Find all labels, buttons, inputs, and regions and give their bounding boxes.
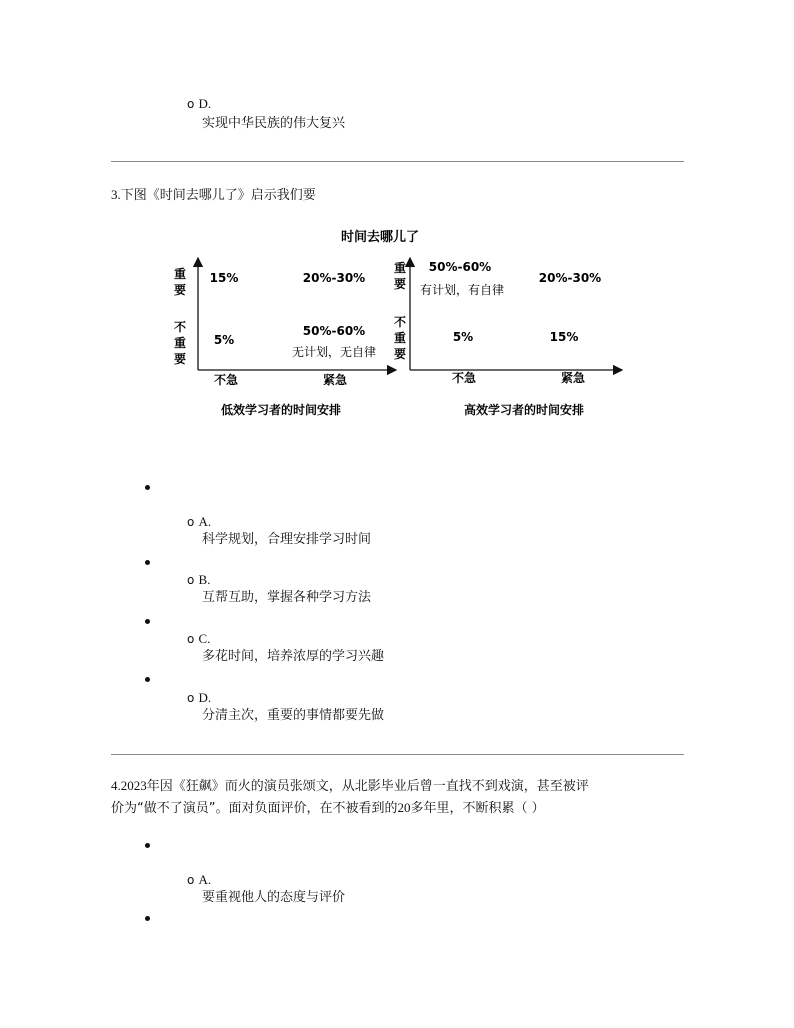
q3-option-c[interactable] <box>187 630 210 649</box>
q2-option-d[interactable] <box>187 95 211 114</box>
list-bullet <box>145 619 150 624</box>
right-y-bottom-label <box>394 314 406 361</box>
q3-option-a-text: 科学规划，合理安排学习时间 <box>202 532 372 547</box>
divider <box>111 161 684 162</box>
list-bullet <box>145 677 150 682</box>
option-marker: o <box>187 632 195 646</box>
left-x-right-label: 紧急 <box>322 373 348 387</box>
right-y-top-label <box>394 260 406 291</box>
left-x-left-label: 不急 <box>213 373 239 387</box>
svg-text:不重要: 不重要 <box>173 320 187 366</box>
option-letter: D. <box>198 96 212 111</box>
divider <box>111 754 684 755</box>
option-marker: o <box>187 873 195 887</box>
left-cell-unimportant-urgent: 50%-60% <box>302 324 366 338</box>
q3-option-a[interactable] <box>187 513 211 532</box>
q4-option-a[interactable] <box>187 871 211 890</box>
list-bullet <box>145 916 150 921</box>
right-cell-important-not-urgent: 50%-60% <box>428 260 492 274</box>
question-number: 3. <box>111 187 121 202</box>
question-4 <box>111 777 589 796</box>
right-cell-unimportant-urgent: 15% <box>549 330 579 344</box>
svg-text:重要: 重要 <box>173 267 187 297</box>
right-cell-important-urgent: 20%-30% <box>538 271 602 285</box>
list-bullet <box>145 485 150 490</box>
q4-option-a-text: 要重视他人的态度与评价 <box>202 890 346 905</box>
left-cell-important-urgent: 20%-30% <box>302 271 366 285</box>
left-cell-unimportant-urgent-note: 无计划，无自律 <box>291 345 377 359</box>
left-y-bottom-label <box>174 319 186 366</box>
left-cell-important-not-urgent: 15% <box>209 271 239 285</box>
list-bullet <box>145 560 150 565</box>
question-number-20: 20 <box>397 800 411 815</box>
right-caption: 高效学习者的时间安排 <box>463 403 585 417</box>
right-x-right-label: 紧急 <box>560 371 586 385</box>
list-bullet <box>145 843 150 848</box>
q3-option-b-text: 互帮互助，掌握各种学习方法 <box>202 590 372 605</box>
left-caption: 低效学习者的时间安排 <box>220 403 342 417</box>
question-text-line-1: 年因《狂飙》而火的演员张颂文，从北影毕业后曾一直找不到戏演，甚至被评 <box>146 779 589 794</box>
q2-option-d-text: 实现中华民族的伟大复兴 <box>202 116 346 131</box>
option-marker: o <box>187 97 195 111</box>
right-x-left-label: 不急 <box>451 371 477 385</box>
q3-option-d[interactable] <box>187 689 211 708</box>
option-letter: D. <box>198 690 212 705</box>
figure-title: 时间去哪儿了 <box>340 230 420 245</box>
option-marker: o <box>187 691 195 705</box>
option-letter: A. <box>198 872 212 887</box>
q3-option-d-text: 分清主次，重要的事情都要先做 <box>202 708 385 723</box>
svg-text:不重要: 不重要 <box>393 315 407 361</box>
left-y-top-label <box>174 266 186 297</box>
question-4-line-2 <box>111 799 545 818</box>
question-text-line-2b: 多年里，不断积累（ ） <box>410 801 545 816</box>
right-cell-important-not-urgent-note: 有计划，有自律 <box>419 283 505 297</box>
q3-option-c-text: 多花时间，培养浓厚的学习兴趣 <box>202 649 385 664</box>
option-marker: o <box>187 573 195 587</box>
option-marker: o <box>187 515 195 529</box>
svg-text:重要: 重要 <box>393 261 407 291</box>
option-letter: A. <box>198 514 212 529</box>
time-allocation-figure <box>160 222 640 427</box>
question-year: 2023 <box>120 778 147 793</box>
question-number: 4. <box>111 778 121 793</box>
question-text-line-2a: 价为“做不了演员”。面对负面评价，在不被看到的 <box>111 801 398 816</box>
right-cell-unimportant-not-urgent: 5% <box>452 330 474 344</box>
left-cell-unimportant-not-urgent: 5% <box>213 333 235 347</box>
question-text: 下图《时间去哪儿了》启示我们要 <box>120 188 316 203</box>
option-letter: B. <box>198 572 211 587</box>
question-3 <box>111 186 316 205</box>
option-letter: C. <box>198 631 211 646</box>
q3-option-b[interactable] <box>187 571 210 590</box>
